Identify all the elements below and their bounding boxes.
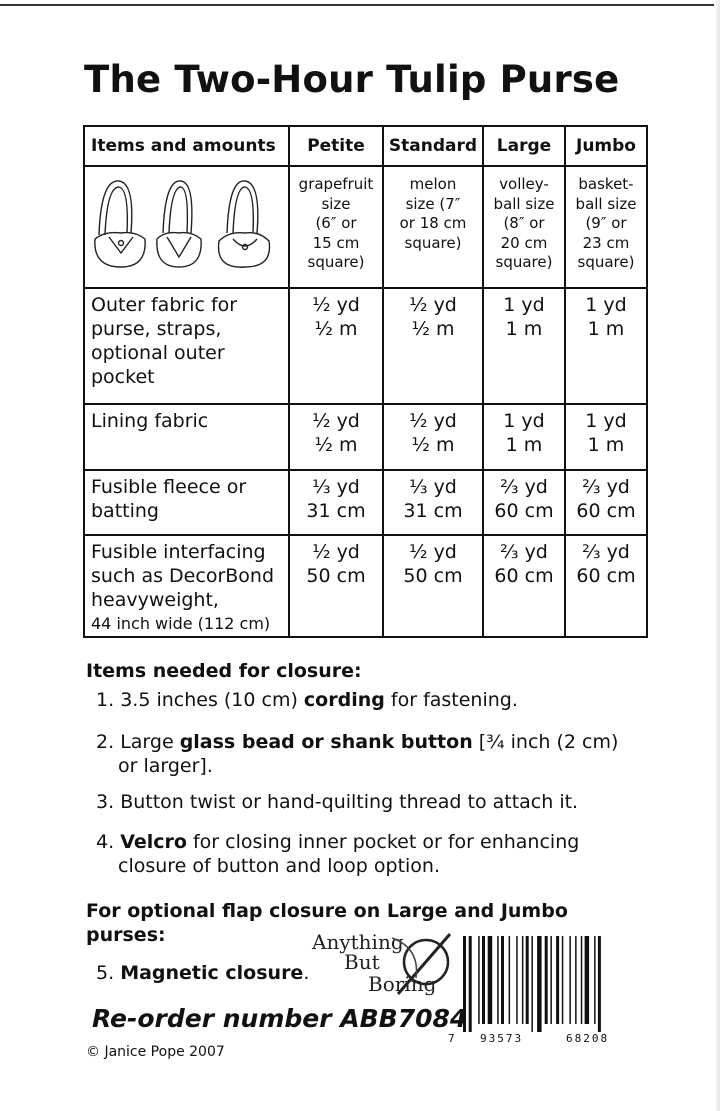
reorder-number: Re-order number ABB7084 bbox=[92, 1004, 468, 1033]
size-line: 15 cm bbox=[312, 233, 360, 252]
size-line: or 18 cm bbox=[399, 214, 467, 232]
barcode-digits-left: 93573 bbox=[480, 1032, 524, 1045]
amount-petite bbox=[289, 404, 383, 470]
amount-large bbox=[483, 404, 565, 470]
size-line: melon bbox=[409, 175, 457, 193]
label-line: Outer fabric for bbox=[91, 294, 238, 316]
size-line: (9″ or bbox=[585, 214, 627, 232]
label-line: batting bbox=[91, 500, 159, 522]
amount-metric: 1 m bbox=[587, 434, 625, 456]
amount-yd: ½ yd bbox=[409, 294, 457, 316]
row-label bbox=[84, 288, 289, 404]
amount-large bbox=[483, 288, 565, 404]
header-large: Large bbox=[483, 126, 565, 166]
heading-line: purses: bbox=[86, 924, 166, 946]
size-line: square) bbox=[495, 253, 553, 271]
amount-metric: 50 cm bbox=[306, 565, 366, 587]
amount-yd: ½ yd bbox=[312, 410, 360, 432]
label-line: Lining fabric bbox=[91, 410, 209, 432]
amount-yd: ⅓ yd bbox=[312, 476, 360, 498]
item-bold: glass bead or shank button bbox=[179, 731, 473, 753]
size-note-large bbox=[483, 166, 565, 288]
label-line: Fusible interfacing bbox=[91, 541, 266, 563]
amount-yd: 1 yd bbox=[503, 410, 545, 432]
amount-yd: ⅔ yd bbox=[500, 541, 548, 563]
flap-item-5 bbox=[96, 961, 309, 985]
amount-jumbo bbox=[565, 288, 647, 404]
logo-word: But bbox=[344, 950, 380, 974]
table-header-row bbox=[84, 126, 647, 166]
size-line: volley- bbox=[499, 175, 549, 193]
label-width-note: 44 inch wide (112 cm) bbox=[91, 614, 271, 633]
size-note-jumbo bbox=[565, 166, 647, 288]
closure-item-2 bbox=[96, 730, 618, 778]
amount-metric: 60 cm bbox=[576, 565, 636, 587]
size-line: basket- bbox=[578, 175, 634, 193]
amount-metric: ½ m bbox=[411, 434, 455, 456]
item-number: 2. bbox=[96, 731, 115, 753]
label-line: pocket bbox=[91, 366, 155, 388]
label-line: Fusible fleece or bbox=[91, 476, 247, 498]
closure-item-1 bbox=[96, 688, 518, 712]
amount-standard bbox=[383, 404, 483, 470]
header-petite: Petite bbox=[289, 126, 383, 166]
size-line: 23 cm bbox=[582, 233, 630, 252]
table-row-interfacing bbox=[84, 535, 647, 637]
size-line: size bbox=[321, 194, 351, 213]
amount-yd: ½ yd bbox=[409, 410, 457, 432]
item-number: 4. bbox=[96, 831, 115, 853]
amount-jumbo bbox=[565, 470, 647, 535]
amount-yd: 1 yd bbox=[585, 294, 627, 316]
heading-line: For optional flap closure on Large and Jumbo bbox=[86, 900, 568, 922]
item-bold: Velcro bbox=[120, 831, 187, 853]
amount-jumbo bbox=[565, 535, 647, 637]
header-standard: Standard bbox=[383, 126, 483, 166]
size-line: ball size bbox=[493, 194, 555, 213]
item-text: Button twist or hand-quilting thread to attach it. bbox=[120, 791, 579, 813]
amount-yd: ⅔ yd bbox=[500, 476, 548, 498]
amount-metric: 1 m bbox=[587, 318, 625, 340]
amount-standard bbox=[383, 470, 483, 535]
header-items: Items and amounts bbox=[84, 126, 289, 166]
page-title: The Two-Hour Tulip Purse bbox=[84, 58, 620, 101]
amount-standard bbox=[383, 288, 483, 404]
amount-yd: ½ yd bbox=[312, 541, 360, 563]
purse-illustration-cell bbox=[84, 166, 289, 288]
copyright: © Janice Pope 2007 bbox=[86, 1044, 225, 1060]
size-note-standard bbox=[383, 166, 483, 288]
size-line: 20 cm bbox=[500, 233, 548, 252]
table-row-outer-fabric bbox=[84, 288, 647, 404]
item-bold: Magnetic closure bbox=[120, 962, 304, 984]
page-edge-shadow bbox=[714, 0, 720, 1111]
purse-illustration bbox=[91, 173, 281, 273]
amount-metric: 60 cm bbox=[576, 500, 636, 522]
label-line: purse, straps, bbox=[91, 318, 222, 340]
amount-yd: ⅓ yd bbox=[409, 476, 457, 498]
logo-word: Anything bbox=[312, 930, 404, 954]
size-row bbox=[84, 166, 647, 288]
amount-metric: 31 cm bbox=[306, 500, 366, 522]
item-text: . bbox=[303, 962, 310, 984]
item-bold: cording bbox=[303, 689, 385, 711]
amount-yd: 1 yd bbox=[503, 294, 545, 316]
anything-but-boring-logo bbox=[300, 928, 460, 1000]
amount-yd: ⅔ yd bbox=[582, 476, 630, 498]
amount-petite bbox=[289, 470, 383, 535]
size-note-petite bbox=[289, 166, 383, 288]
closure-heading: Items needed for closure: bbox=[86, 660, 362, 682]
item-text: for closing inner pocket or for enhancing bbox=[186, 831, 580, 853]
item-text: [¾ inch (2 cm) bbox=[472, 731, 619, 753]
amount-large bbox=[483, 470, 565, 535]
amount-petite bbox=[289, 288, 383, 404]
size-line: ball size bbox=[575, 194, 637, 213]
label-line: heavyweight, bbox=[91, 589, 219, 611]
size-line: (8″ or bbox=[503, 214, 545, 232]
size-line: square) bbox=[307, 253, 365, 271]
size-line: square) bbox=[577, 253, 635, 271]
item-text: 3.5 inches (10 cm) bbox=[120, 689, 304, 711]
amount-yd: ½ yd bbox=[312, 294, 360, 316]
barcode-lead-digit: 7 bbox=[448, 1032, 457, 1045]
amount-metric: 31 cm bbox=[403, 500, 463, 522]
barcode-digits-right: 68208 bbox=[566, 1032, 610, 1045]
item-number: 3. bbox=[96, 791, 115, 813]
item-continuation: or larger]. bbox=[118, 755, 213, 777]
amount-large bbox=[483, 535, 565, 637]
item-continuation: closure of button and loop option. bbox=[118, 855, 441, 877]
closure-item-4 bbox=[96, 830, 579, 878]
row-label bbox=[84, 404, 289, 470]
amount-yd: ½ yd bbox=[409, 541, 457, 563]
amount-metric: ½ m bbox=[314, 434, 358, 456]
top-rule bbox=[0, 4, 720, 6]
amount-metric: 60 cm bbox=[494, 565, 554, 587]
label-line: optional outer bbox=[91, 342, 225, 364]
table-row-lining bbox=[84, 404, 647, 470]
table-row-fleece bbox=[84, 470, 647, 535]
amount-metric: 50 cm bbox=[403, 565, 463, 587]
amount-yd: 1 yd bbox=[585, 410, 627, 432]
materials-table bbox=[83, 125, 648, 638]
logo-word: Boring bbox=[368, 972, 437, 996]
amount-metric: ½ m bbox=[314, 318, 358, 340]
size-line: grapefruit bbox=[298, 175, 374, 193]
closure-item-3 bbox=[96, 790, 578, 814]
size-line: size (7″ bbox=[405, 194, 461, 213]
amount-jumbo bbox=[565, 404, 647, 470]
size-line: square) bbox=[404, 233, 462, 252]
item-text: for fastening. bbox=[384, 689, 518, 711]
row-label bbox=[84, 535, 289, 637]
item-number: 1. bbox=[96, 689, 115, 711]
amount-metric: 1 m bbox=[505, 434, 543, 456]
amount-standard bbox=[383, 535, 483, 637]
amount-petite bbox=[289, 535, 383, 637]
header-jumbo: Jumbo bbox=[565, 126, 647, 166]
amount-yd: ⅔ yd bbox=[582, 541, 630, 563]
amount-metric: ½ m bbox=[411, 318, 455, 340]
amount-metric: 1 m bbox=[505, 318, 543, 340]
barcode-icon bbox=[461, 936, 645, 1032]
size-line: (6″ or bbox=[315, 214, 357, 232]
amount-metric: 60 cm bbox=[494, 500, 554, 522]
needle-icon bbox=[300, 928, 460, 1000]
label-line: such as DecorBond bbox=[91, 565, 275, 587]
row-label bbox=[84, 470, 289, 535]
item-number: 5. bbox=[96, 962, 115, 984]
item-text: Large bbox=[120, 731, 180, 753]
